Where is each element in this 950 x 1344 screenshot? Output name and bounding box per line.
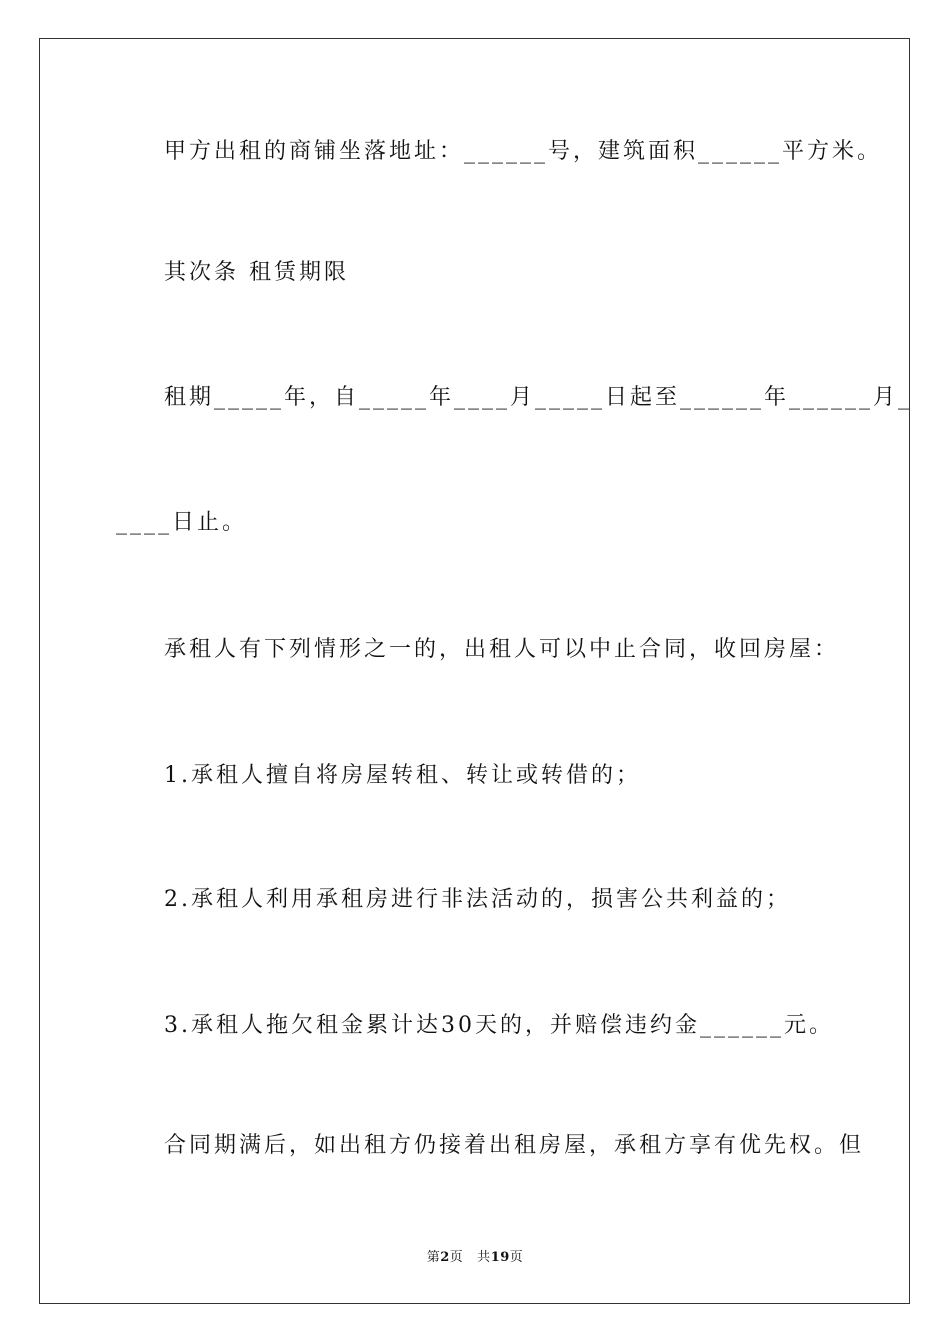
page-frame	[39, 38, 913, 1304]
footer-total-suffix: 页	[509, 1250, 524, 1265]
paragraph-termination-conditions: 承租人有下列情形之一的，出租人可以中止合同，收回房屋：	[164, 637, 840, 662]
paragraph-renewal: 合同期满后，如出租方仍接着出租房屋，承租方享有优先权。但	[164, 1133, 865, 1158]
paragraph-address: 甲方出租的商铺坐落地址：______号，建筑面积______平方米。	[164, 139, 883, 164]
page-footer	[0, 1246, 950, 1265]
list-item-3: 3.承租人拖欠租金累计达30天的，并赔偿违约金______元。	[164, 1013, 834, 1038]
footer-page-suffix: 页	[449, 1250, 464, 1265]
paragraph-section-heading: 其次条 租赁期限	[164, 260, 349, 285]
footer-total-prefix: 共	[477, 1250, 491, 1265]
list-item-1: 1.承租人擅自将房屋转租、转让或转借的；	[164, 763, 641, 788]
paragraph-lease-term-end: ____日止。	[116, 510, 248, 535]
footer-page-number: 2	[440, 1250, 450, 1265]
paragraph-lease-term: 租期_____年，自_____年____月_____日起至______年______月_	[164, 385, 913, 410]
list-item-2: 2.承租人利用承租房进行非法活动的，损害公共利益的；	[164, 887, 791, 912]
footer-page-prefix: 第	[426, 1250, 441, 1265]
footer-total-number: 19	[490, 1250, 510, 1265]
